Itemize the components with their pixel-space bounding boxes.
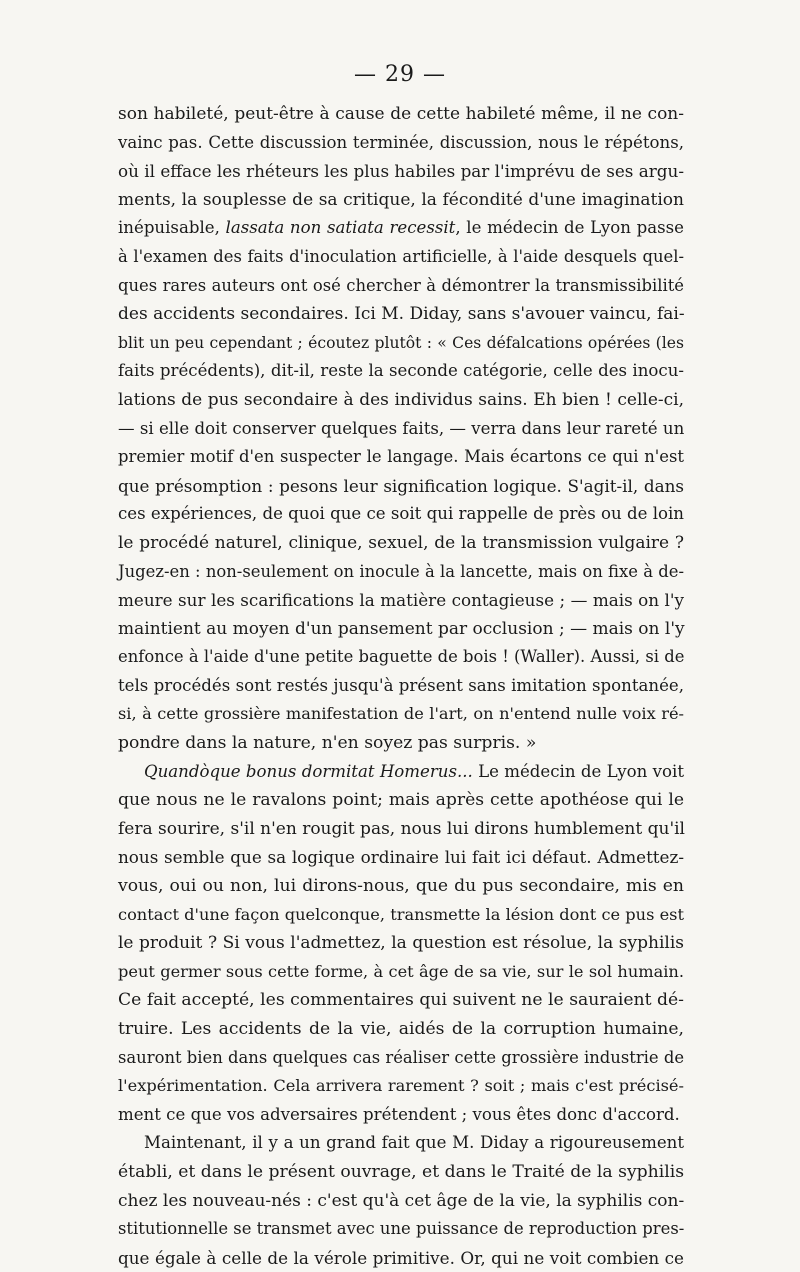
text-line: chez les nouveau-nés : c'est qu'à cet âge de la vie, la syphilis con-	[118, 1190, 685, 1211]
text-line: ments, la souplesse de sa critique, la fécondité d'une imagination	[118, 189, 684, 210]
text-line: des accidents secondaires. Ici M. Diday, sans s'avouer vaincu, fai-	[118, 304, 685, 325]
text-line: vainc pas. Cette discussion terminée, discussion, nous le répétons,	[118, 132, 684, 152]
text-line: blit un peu cependant ; écoutez plutôt : « Ces défalcations opérées (les	[118, 333, 684, 352]
text-line: lations de pus secondaire à des individus sains. Eh bien ! celle-ci,	[118, 389, 684, 410]
text-line: truire. Les accidents de la vie, aidés de la corruption humaine,	[118, 1019, 684, 1039]
text-line: enfonce à l'aide d'une petite baguette de bois ! (Waller). Aussi, si de	[118, 647, 685, 667]
text-segment: inépuisable,	[118, 218, 226, 238]
text-line: l'expérimentation. Cela arrivera rarement ? soit ; mais c'est précisé-	[118, 1076, 684, 1096]
text-line: faits précédents), dit-il, reste la seconde catégorie, celle des inocu-	[118, 361, 684, 381]
text-line: ces expériences, de quoi que ce soit qui rappelle de près ou de loin	[118, 504, 684, 524]
text-line: stitutionnelle se transmet avec une puissance de reproduction pres-	[118, 1219, 685, 1239]
text-segment: Le médecin de Lyon voit	[472, 761, 684, 781]
text-line: son habileté, peut-être à cause de cette habileté même, il ne con-	[118, 104, 684, 124]
text-line: le produit ? Si vous l'admettez, la question est résolue, la syphilis	[118, 933, 684, 954]
text-line: contact d'une façon quelconque, transmette la lésion dont ce pus est	[118, 904, 684, 924]
text-line: meure sur les scarifications la matière contagieuse ; — mais on l'y	[118, 590, 684, 611]
text-line: fera sourire, s'il n'en rougit pas, nous lui dirons humblement qu'il	[118, 818, 685, 839]
text-line: ment ce que vos adversaires prétendent ; vous êtes donc d'accord.	[118, 1104, 680, 1124]
text-line: pondre dans la nature, n'en soyez pas surpris. »	[118, 733, 537, 754]
italic-phrase: Quandòque bonus dormitat Homerus...	[144, 761, 473, 781]
text-line: où il efface les rhéteurs les plus habiles par l'imprévu de ses argu-	[118, 161, 684, 182]
text-line: le procédé naturel, clinique, sexuel, de la transmission vulgaire ?	[118, 532, 684, 553]
text-line: Jugez-en : non-seulement on inocule à la lancette, mais on fixe à de-	[118, 561, 684, 581]
italic-phrase: lassata non satiata recessit	[225, 218, 456, 238]
text-line: tels procédés sont restés jusqu'à présent sans imitation spontanée,	[118, 675, 684, 695]
text-line: que nous ne le ravalons point; mais après cette apothéose qui le	[118, 790, 684, 811]
text-line: maintient au moyen d'un pansement par occlusion ; — mais on l'y	[118, 618, 685, 639]
text-line: Maintenant, il y a un grand fait que M. Diday a rigoureusement	[144, 1133, 684, 1153]
text-line: peut germer sous cette forme, à cet âge de sa vie, sur le sol humain.	[118, 961, 684, 981]
text-line: si, à cette grossière manifestation de l'art, on n'entend nulle voix ré-	[118, 704, 684, 724]
text-line: que égale à celle de la vérole primitive. Or, qui ne voit combien ce	[118, 1247, 684, 1268]
text-segment: , le médecin de Lyon passe	[455, 218, 684, 238]
text-line: sauront bien dans quelques cas réaliser cette grossière industrie de	[118, 1047, 685, 1067]
body-text	[118, 100, 684, 1272]
text-line: ques rares auteurs ont osé chercher à démontrer la transmissibilité	[118, 275, 684, 295]
text-line: établi, et dans le présent ouvrage, et dans le Traité de la syphilis	[118, 1161, 685, 1182]
text-line: nous semble que sa logique ordinaire lui fait ici défaut. Admettez-	[118, 847, 684, 868]
page-number: — 29 —	[354, 62, 446, 87]
text-line: à l'examen des faits d'inoculation artificielle, à l'aide desquels quel-	[118, 246, 684, 266]
text-line: — si elle doit conserver quelques faits, — verra dans leur rareté un	[118, 418, 685, 438]
text-line: premier motif d'en suspecter le langage. Mais écartons ce qui n'est	[118, 447, 684, 467]
text-line: que présomption : pesons leur signification logique. S'agit-il, dans	[118, 475, 684, 496]
text-line	[118, 214, 684, 243]
text-line: vous, oui ou non, lui dirons-nous, que du pus secondaire, mis en	[118, 876, 684, 897]
text-line	[118, 758, 684, 787]
text-line: Ce fait accepté, les commentaires qui suivent ne le sauraient dé-	[118, 990, 684, 1011]
